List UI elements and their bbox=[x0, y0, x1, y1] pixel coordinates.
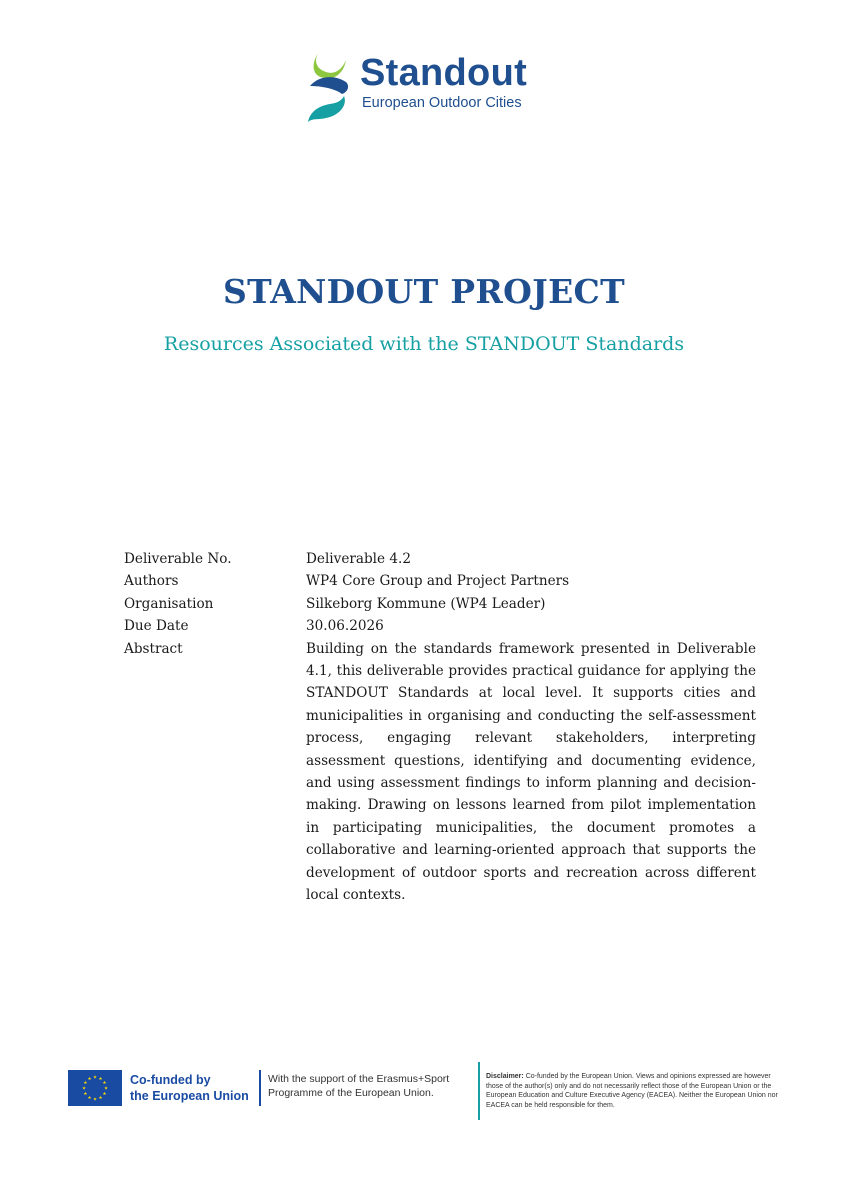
cofunded-label bbox=[130, 1072, 260, 1104]
due-date-label: Due Date bbox=[124, 618, 189, 635]
eu-star-icon: ★ bbox=[92, 1097, 98, 1103]
eu-star-icon: ★ bbox=[83, 1092, 88, 1098]
eu-star-icon: ★ bbox=[92, 1075, 98, 1081]
eu-star-icon: ★ bbox=[98, 1077, 103, 1083]
disclaimer-divider bbox=[478, 1062, 480, 1120]
logo-name: Standout bbox=[360, 52, 528, 94]
authors-label: Authors bbox=[124, 573, 179, 590]
organisation-label: Organisation bbox=[124, 595, 214, 612]
disclaimer-label: Disclaimer: bbox=[486, 1073, 524, 1080]
authors-value: WP4 Core Group and Project Partners bbox=[306, 573, 570, 590]
eu-star-icon: ★ bbox=[81, 1086, 87, 1092]
eu-star-icon: ★ bbox=[102, 1092, 107, 1098]
deliverable-row bbox=[124, 548, 756, 570]
erasmus-support-text: With the support of the Erasmus+Sport Programme of the European Union. bbox=[268, 1073, 450, 1099]
due-date-row bbox=[124, 615, 756, 637]
eu-star-icon: ★ bbox=[98, 1096, 103, 1102]
due-date-value: 30.06.2026 bbox=[306, 618, 384, 635]
eu-star-icon: ★ bbox=[83, 1081, 88, 1087]
organisation-value: Silkeborg Kommune (WP4 Leader) bbox=[306, 595, 546, 612]
authors-row bbox=[124, 570, 756, 592]
organisation-row bbox=[124, 593, 756, 615]
eu-flag-icon bbox=[68, 1070, 122, 1106]
eu-star-icon: ★ bbox=[102, 1081, 107, 1087]
standout-logo bbox=[304, 46, 544, 128]
footer-divider bbox=[259, 1070, 261, 1106]
document-title: STANDOUT PROJECT bbox=[223, 272, 625, 311]
deliverable-label: Deliverable No. bbox=[124, 551, 232, 567]
standout-logo-mark-icon bbox=[304, 46, 354, 126]
disclaimer-text: Co-funded by the European Union. Views and opinions expressed are however those of the author(s) only and do not necessarily reflect those of the European Union or the European Education and Culture Executive Agency (EACEA). Neither the European Union nor EACEA can be held responsible for them. bbox=[486, 1073, 778, 1109]
abstract-label: Abstract bbox=[124, 640, 183, 657]
abstract-row bbox=[124, 638, 756, 907]
eu-star-icon: ★ bbox=[87, 1096, 92, 1102]
abstract-text: Building on the standards framework presented in Deliverable 4.1, this deliverable provides practical guidance for applying the STANDOUT Standards at local level. It supports cities and municipalities in organising and conducting the self-assessment process, engaging relevant stakeholders, interpreting assessment questions, identifying and documenting evidence, and using assessment findings to inform planning and decision-making. Drawing on lessons learned from pilot implementation in participating municipalities, the document promotes a collaborative and learning-oriented approach that supports the development of outdoor sports and recreation across different local contexts. bbox=[306, 640, 756, 904]
disclaimer bbox=[486, 1072, 786, 1110]
cofunded-line-2: the European Union bbox=[130, 1089, 249, 1103]
document-subtitle: Resources Associated with the STANDOUT Standards bbox=[163, 333, 685, 355]
eu-star-icon: ★ bbox=[87, 1077, 92, 1083]
logo-tagline: European Outdoor Cities bbox=[362, 95, 522, 111]
deliverable-value: Deliverable 4.2 bbox=[306, 551, 411, 567]
cofunded-line-1: Co-funded by bbox=[130, 1073, 211, 1087]
funding-footer bbox=[0, 1060, 848, 1130]
deliverable-info bbox=[124, 548, 756, 907]
eu-star-icon: ★ bbox=[103, 1086, 109, 1092]
